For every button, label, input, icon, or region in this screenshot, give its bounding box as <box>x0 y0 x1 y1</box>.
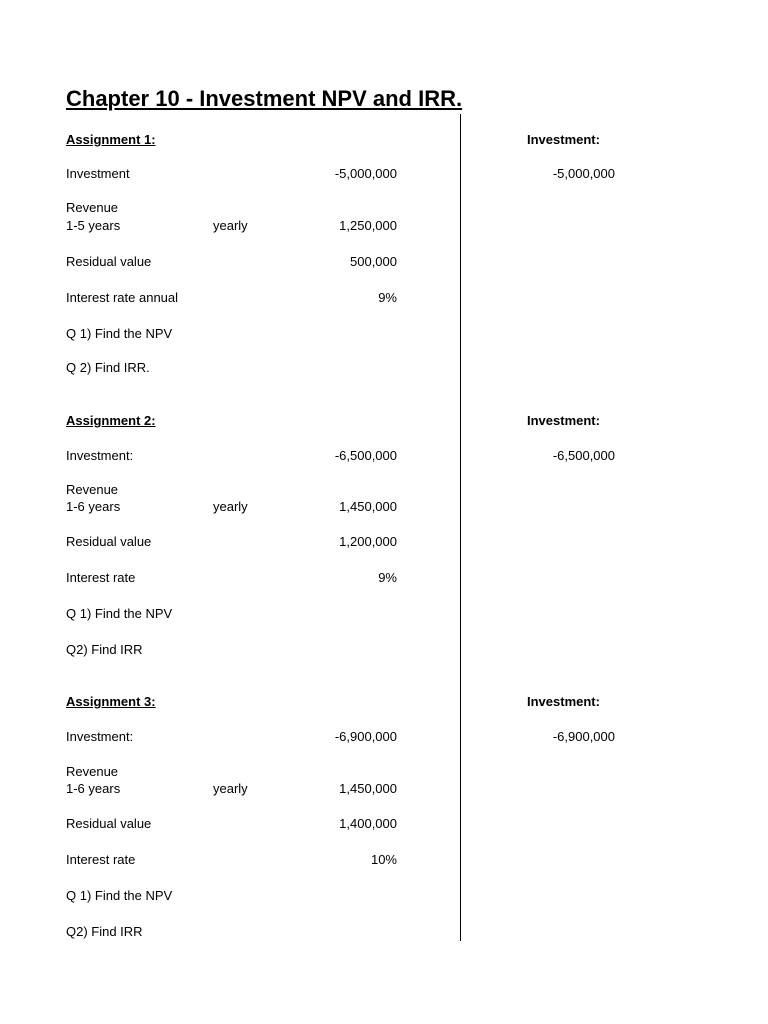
investment-label: Investment: <box>66 729 134 744</box>
revenue-value: 1,250,000 <box>339 218 397 233</box>
question-irr: Q2) Find IRR <box>66 924 143 939</box>
page-title: Chapter 10 - Investment NPV and IRR. <box>66 86 463 111</box>
residual-label: Residual value <box>66 816 152 831</box>
revenue-value: 1,450,000 <box>339 781 397 796</box>
revenue-frequency: yearly <box>213 499 248 514</box>
revenue-label: Revenue <box>66 482 119 497</box>
investment-value: -6,500,000 <box>334 448 397 463</box>
right-investment-value: -6,500,000 <box>552 448 615 463</box>
question-irr: Q 2) Find IRR. <box>66 360 150 375</box>
interest-rate-label: Interest rate annual <box>66 290 179 305</box>
right-investment-heading: Investment: <box>527 413 600 428</box>
question-npv: Q 1) Find the NPV <box>66 326 173 341</box>
revenue-frequency: yearly <box>213 781 248 796</box>
assignment-heading: Assignment 2: <box>66 413 156 428</box>
revenue-years: 1-5 years <box>66 218 121 233</box>
interest-rate-label: Interest rate <box>66 852 136 867</box>
question-npv: Q 1) Find the NPV <box>66 888 173 903</box>
interest-rate-value: 10% <box>370 852 397 867</box>
investment-label: Investment <box>66 166 130 181</box>
revenue-value: 1,450,000 <box>339 499 397 514</box>
question-npv: Q 1) Find the NPV <box>66 606 173 621</box>
assignment-heading: Assignment 3: <box>66 694 156 709</box>
revenue-frequency: yearly <box>213 218 248 233</box>
right-investment-value: -6,900,000 <box>552 729 615 744</box>
revenue-label: Revenue <box>66 764 119 779</box>
interest-rate-value: 9% <box>378 290 397 305</box>
right-investment-value: -5,000,000 <box>552 166 615 181</box>
interest-rate-value: 9% <box>378 570 397 585</box>
interest-rate-label: Interest rate <box>66 570 136 585</box>
investment-value: -6,900,000 <box>334 729 397 744</box>
question-irr: Q2) Find IRR <box>66 642 143 657</box>
revenue-years: 1-6 years <box>66 499 121 514</box>
residual-value: 1,400,000 <box>339 816 397 831</box>
revenue-years: 1-6 years <box>66 781 121 796</box>
revenue-label: Revenue <box>66 200 119 215</box>
investment-value: -5,000,000 <box>334 166 397 181</box>
residual-label: Residual value <box>66 254 152 269</box>
column-divider <box>460 114 461 941</box>
right-investment-heading: Investment: <box>527 132 600 147</box>
residual-label: Residual value <box>66 534 152 549</box>
right-investment-heading: Investment: <box>527 694 600 709</box>
assignment-heading: Assignment 1: <box>66 132 156 147</box>
residual-value: 500,000 <box>350 254 397 269</box>
residual-value: 1,200,000 <box>339 534 397 549</box>
investment-label: Investment: <box>66 448 134 463</box>
